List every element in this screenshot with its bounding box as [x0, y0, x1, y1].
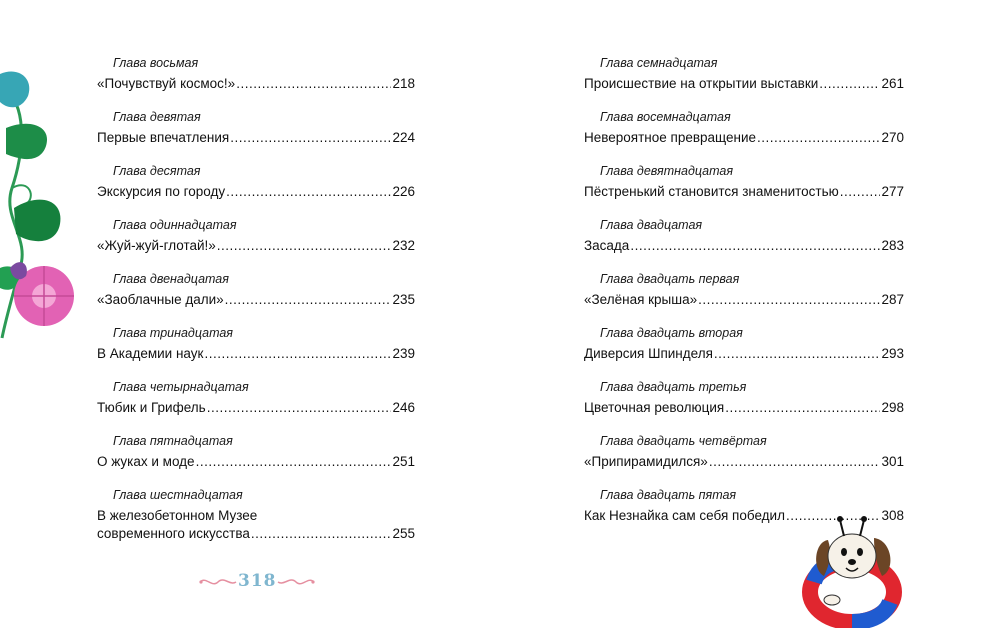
toc-entry[interactable] [584, 380, 904, 417]
page-number: 298 [881, 400, 904, 415]
toc-entry[interactable] [97, 110, 415, 147]
chapter-title: Диверсия Шпинделя [584, 346, 713, 361]
chapter-label: Глава двадцатая [600, 218, 703, 232]
page-number: 251 [392, 454, 415, 469]
chapter-title: Тюбик и Грифель [97, 400, 206, 415]
page-number: 261 [881, 76, 904, 91]
page-number: 224 [392, 130, 415, 145]
toc-entry[interactable] [97, 434, 415, 471]
page-number: 270 [881, 130, 904, 145]
chapter-label: Глава десятая [113, 164, 201, 178]
morning-glory-illustration [0, 68, 92, 340]
toc-entry[interactable] [584, 326, 904, 363]
dot-leader [819, 75, 880, 93]
chapter-label: Глава двадцать третья [600, 380, 747, 394]
chapter-title: «Заоблачные дали» [97, 292, 224, 307]
toc-entry[interactable] [584, 164, 904, 201]
page-number: 218 [392, 76, 415, 91]
vine-tendril [12, 185, 31, 204]
page-number: 293 [881, 346, 904, 361]
toc-entry[interactable] [97, 488, 415, 543]
toc-entry[interactable] [584, 218, 904, 255]
chapter-label: Глава двадцать четвёртая [600, 434, 767, 448]
chapter-title: Пёстренький становится знаменитостью [584, 184, 839, 199]
chapter-title: современного искусства [97, 526, 250, 541]
dot-leader [226, 183, 391, 201]
page-number: 301 [881, 454, 904, 469]
dot-leader [207, 399, 392, 417]
chapter-label: Глава двадцать первая [600, 272, 740, 286]
page-number: 277 [881, 184, 904, 199]
chapter-label: Глава семнадцатая [600, 56, 718, 70]
chapter-title: Цветочная революция [584, 400, 725, 415]
toc-entry[interactable] [97, 326, 415, 363]
toc-entry[interactable] [97, 164, 415, 201]
puppy-nose [848, 559, 856, 565]
ornament-left-icon [198, 570, 238, 594]
chapter-title: Как Незнайка сам себя победил [584, 508, 785, 523]
toc-entry[interactable] [584, 272, 904, 309]
chapter-label: Глава пятнадцатая [113, 434, 233, 448]
dot-leader [217, 237, 392, 255]
dot-leader [709, 453, 881, 471]
page-number: 255 [392, 526, 415, 541]
page-number: 239 [392, 346, 415, 361]
chapter-title: Засада [584, 238, 630, 253]
dot-leader [251, 525, 392, 543]
chapter-label: Глава шестнадцатая [113, 488, 243, 502]
chapter-label: Глава девятая [113, 110, 201, 124]
dot-leader [757, 129, 880, 147]
dot-leader [840, 183, 881, 201]
chapter-label: Глава двенадцатая [113, 272, 229, 286]
chapter-title: «Почувствуй космос!» [97, 76, 236, 91]
chapter-title: «Припирамидился» [584, 454, 708, 469]
chapter-label: Глава восьмая [113, 56, 199, 70]
page-number: 235 [392, 292, 415, 307]
dot-leader [236, 75, 391, 93]
puppy-antenna-right [860, 520, 864, 536]
page-number: 283 [881, 238, 904, 253]
chapter-title: Происшествие на открытии выставки [584, 76, 819, 91]
puppy-eye-left [841, 548, 847, 556]
puppy-antenna-left [840, 520, 844, 536]
page-number: 308 [881, 508, 904, 523]
toc-left-column [97, 56, 415, 560]
chapter-label: Глава двадцать вторая [600, 326, 743, 340]
toc-entry[interactable] [97, 272, 415, 309]
dot-leader [714, 345, 881, 363]
toc-entry[interactable] [584, 434, 904, 471]
chapter-label: Глава одиннадцатая [113, 218, 237, 232]
puppy-antenna-tip-left [837, 516, 843, 522]
chapter-title: В Академии наук [97, 346, 204, 361]
dot-leader [725, 399, 880, 417]
page-number: 232 [392, 238, 415, 253]
dot-leader [698, 291, 880, 309]
chapter-label: Глава двадцать пятая [600, 488, 737, 502]
chapter-title: «Жуй-жуй-глотай!» [97, 238, 216, 253]
chapter-title: Первые впечатления [97, 130, 230, 145]
chapter-title: «Зелёная крыша» [584, 292, 698, 307]
leaf-top [0, 71, 29, 107]
chapter-label: Глава девятнадцатая [600, 164, 734, 178]
chapter-label: Глава четырнадцатая [113, 380, 249, 394]
toc-right-column [584, 56, 904, 542]
puppy-eye-right [857, 548, 863, 556]
toc-entry[interactable] [97, 218, 415, 255]
page-number: 287 [881, 292, 904, 307]
page-number: 226 [392, 184, 415, 199]
toc-entry[interactable] [584, 56, 904, 93]
toc-entry[interactable] [97, 56, 415, 93]
leaf-middle [14, 200, 60, 242]
page-number: 246 [392, 400, 415, 415]
toc-entry[interactable] [97, 380, 415, 417]
dot-leader [230, 129, 391, 147]
chapter-title: Невероятное превращение [584, 130, 756, 145]
page-number-value: 318 [238, 571, 277, 591]
chapter-label: Глава восемнадцатая [600, 110, 731, 124]
chapter-title: О жуках и моде [97, 454, 195, 469]
dot-leader [204, 345, 391, 363]
ornament-right-icon [276, 570, 316, 594]
chapter-title-line1: В железобетонном Музее [97, 508, 258, 523]
leaf-upper [6, 124, 47, 159]
chapter-label: Глава тринадцатая [113, 326, 233, 340]
dot-leader [630, 237, 880, 255]
puppy-paw [824, 595, 840, 605]
dot-leader [196, 453, 392, 471]
toc-entry[interactable] [584, 110, 904, 147]
dot-leader [225, 291, 392, 309]
footer-page-number [198, 570, 316, 594]
puppy-in-swim-ring-illustration [800, 512, 904, 628]
puppy-antenna-tip-right [861, 516, 867, 522]
chapter-title: Экскурсия по городу [97, 184, 226, 199]
